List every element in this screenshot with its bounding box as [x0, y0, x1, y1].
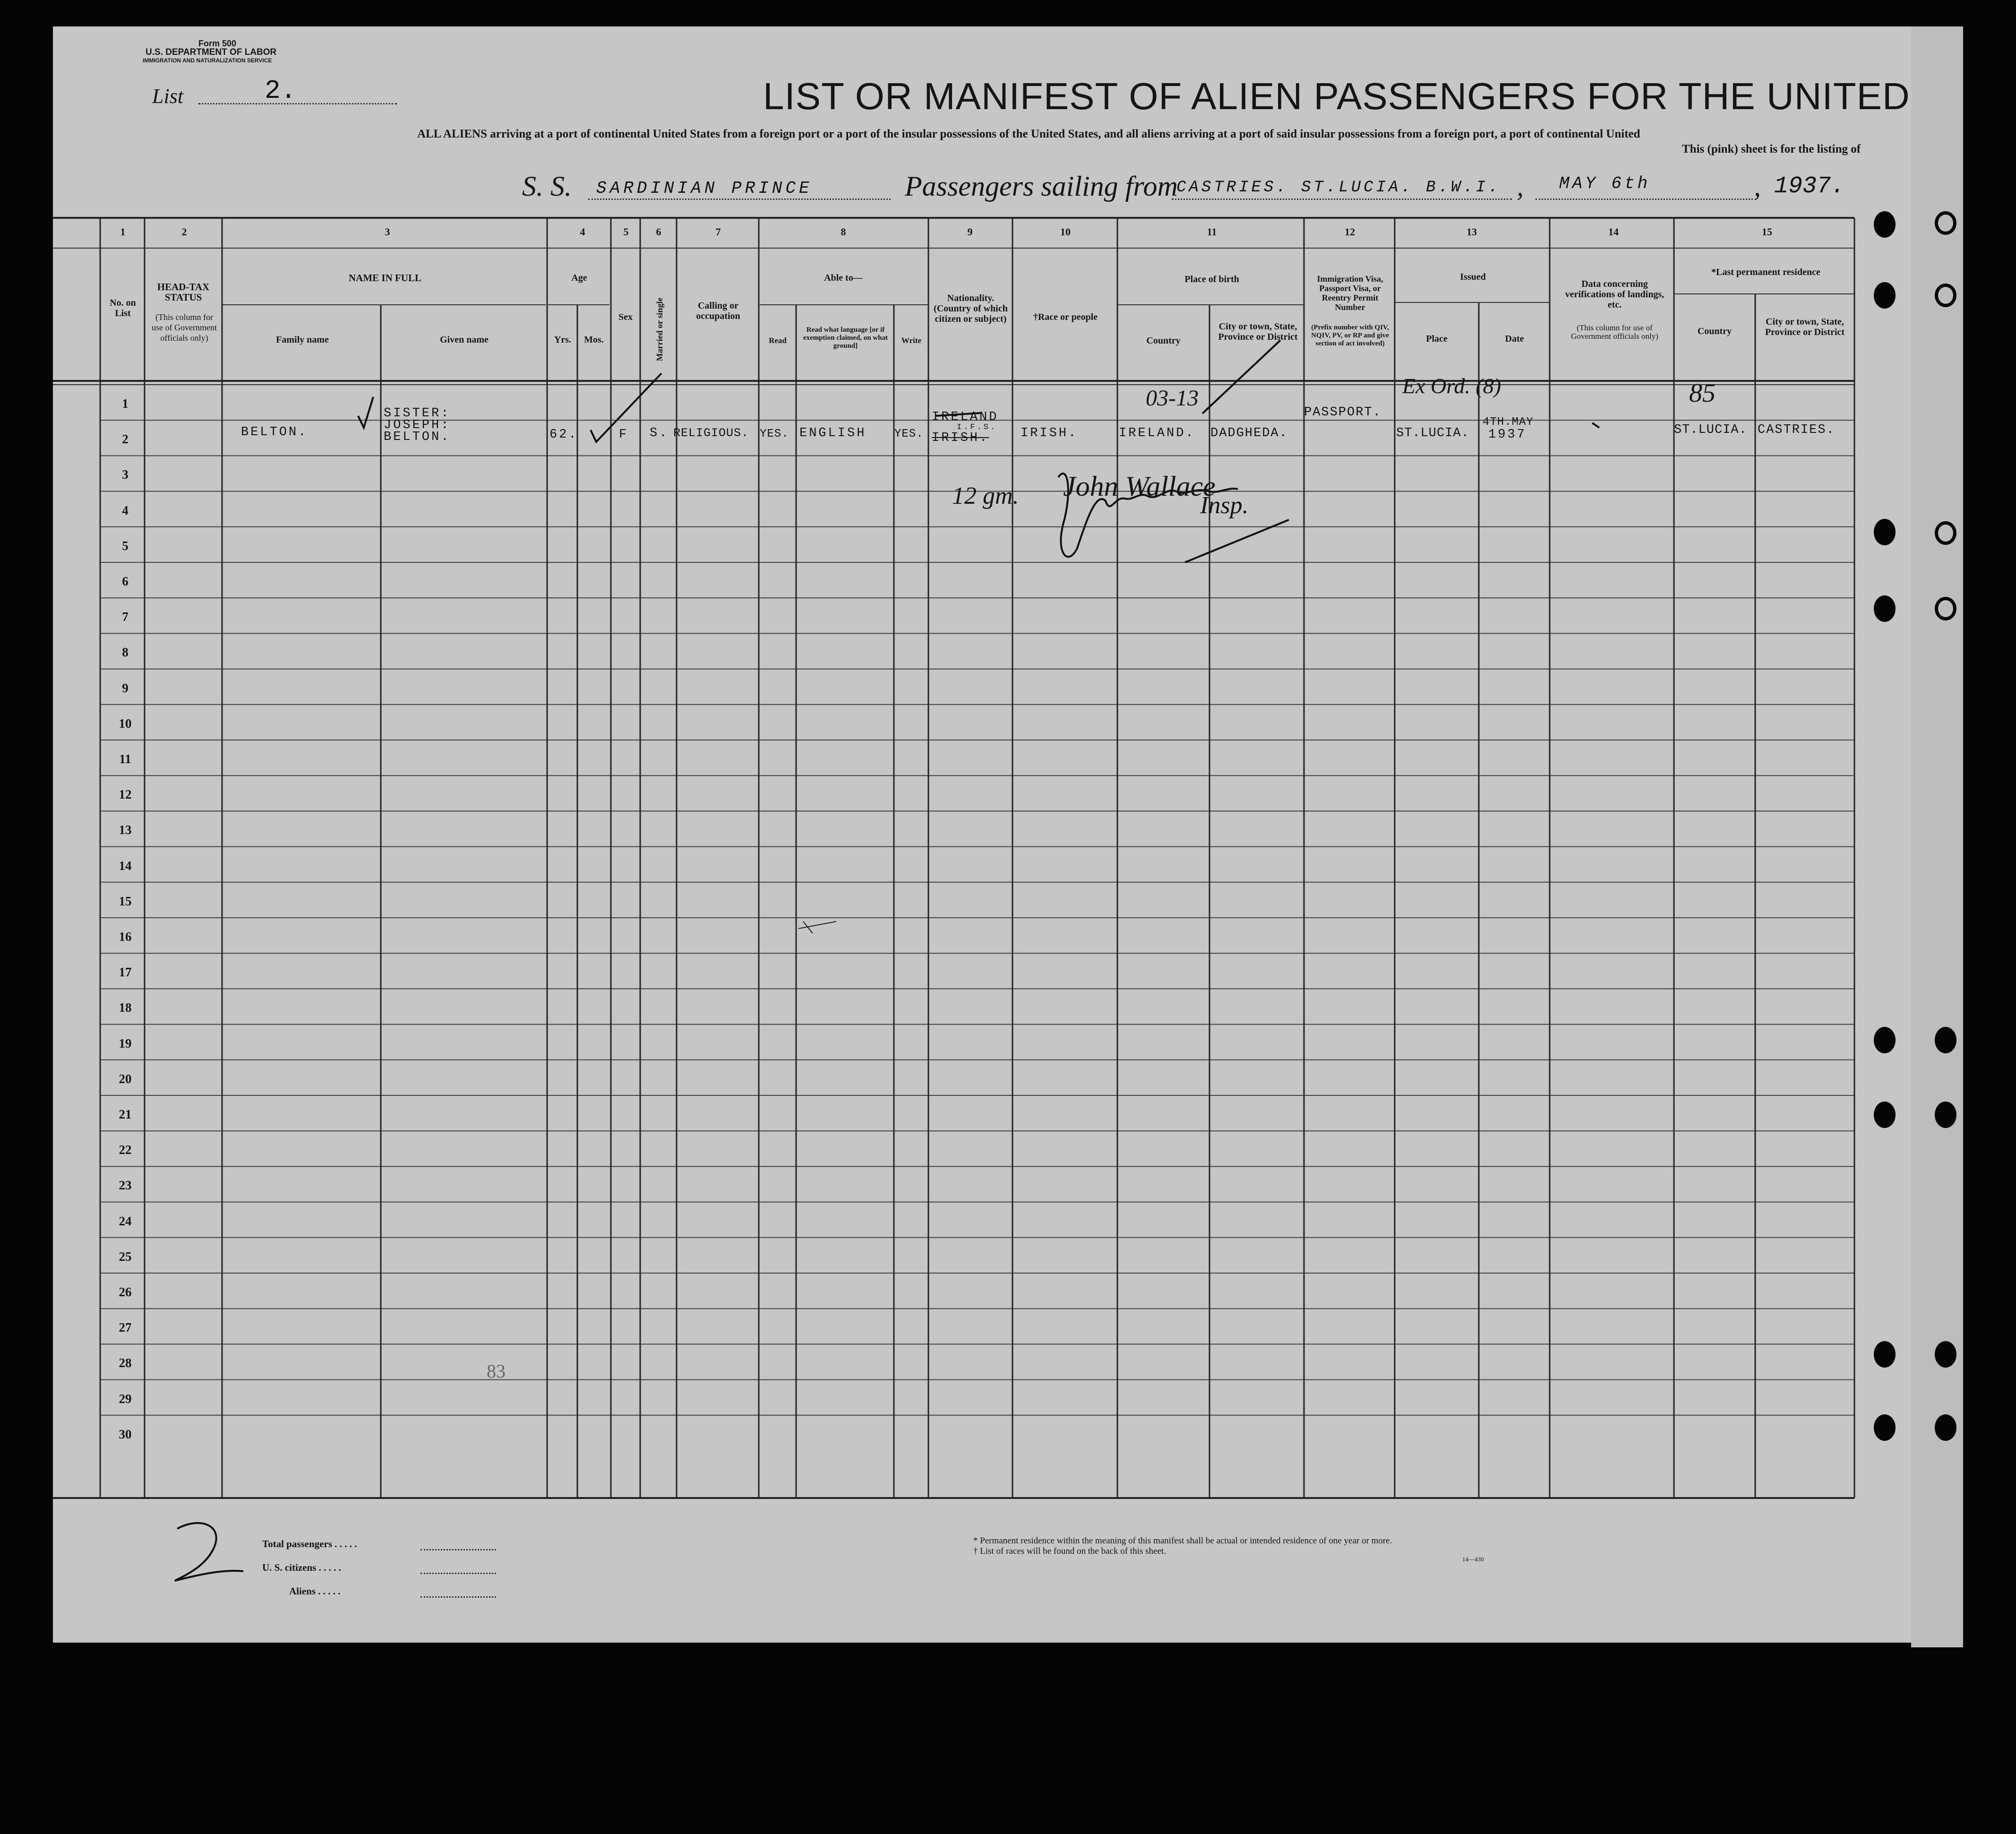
entry-language: ENGLISH — [799, 426, 866, 440]
row-number: 14 — [119, 858, 132, 873]
year-prefix: , — [1754, 171, 1761, 202]
footer-us-citizens: U. S. citizens . . . . . — [262, 1562, 341, 1573]
column-number: 14 — [1608, 226, 1619, 238]
row-number: 26 — [119, 1285, 132, 1299]
column-number: 5 — [623, 226, 629, 238]
row-number: 30 — [119, 1427, 132, 1441]
total-field — [420, 1549, 496, 1550]
header-res-city: City or town, State, Province or District — [1765, 317, 1845, 337]
row-number: 12 — [119, 787, 132, 802]
service: IMMIGRATION AND NATURALIZATION SERVICE — [143, 57, 272, 64]
column-number: 12 — [1345, 226, 1355, 238]
entry-res-city: CASTRIES. — [1758, 423, 1835, 437]
header-birth-city: City or town, State, Province or District — [1218, 321, 1298, 342]
header-issued-place: Place — [1426, 334, 1448, 344]
row-number: 27 — [119, 1320, 132, 1335]
header-visa-note: (Prefix number with QIV, NQIV, PV, or RP and give section of act involved) — [1311, 324, 1389, 347]
header-able-to: Able to— — [824, 273, 863, 283]
header-head-tax: HEAD-TAX STATUS — [157, 281, 210, 303]
footer-total-passengers: Total passengers . . . . . — [262, 1538, 357, 1550]
column-number: 7 — [715, 226, 721, 238]
footer-note-races: † List of races will be found on the back of this sheet. — [973, 1546, 1166, 1556]
column-number: 15 — [1762, 226, 1772, 238]
row-number: 11 — [119, 752, 131, 766]
header-visa: Immigration Visa, Passport Visa, or Reentry Permit Number — [1317, 274, 1383, 312]
sailing-date: MAY 6th — [1559, 174, 1651, 193]
row-number: 9 — [122, 680, 129, 695]
entry-nationality-2: I.F.S. — [957, 423, 997, 432]
entry-issued-date-2: 1937 — [1488, 428, 1527, 442]
row-number: 1 — [122, 396, 129, 411]
entry-given-name-2: JOSEPH: — [384, 418, 451, 432]
entry-write: YES. — [894, 428, 924, 440]
entry-res-country: ST.LUCIA. — [1674, 423, 1747, 437]
entry-visa: PASSPORT. — [1304, 405, 1381, 420]
column-number: 6 — [656, 226, 661, 238]
handwritten-note: 12 gm. — [952, 482, 1019, 509]
header-sex: Sex — [618, 312, 633, 322]
code-ex-ord: Ex Ord. (8) — [1402, 374, 1501, 398]
entry-birth-country: IRELAND. — [1119, 426, 1195, 440]
entry-nationality-3: IRISH. — [932, 431, 989, 445]
entry-nationality-1: IRELAND — [932, 410, 999, 424]
row-number: 4 — [122, 503, 129, 517]
sailing-year: 1937. — [1774, 173, 1845, 200]
inspector-title: Insp. — [1200, 492, 1249, 519]
header-issued: Issued — [1460, 272, 1486, 282]
list-label: List — [152, 85, 184, 108]
column-number: 8 — [841, 226, 846, 238]
row-number: 15 — [119, 894, 132, 908]
column-number: 4 — [580, 226, 585, 238]
ss-label: S. S. — [522, 171, 572, 202]
entry-family-name: BELTON. — [241, 425, 308, 439]
column-number: 3 — [385, 226, 390, 238]
column-number: 13 — [1467, 226, 1477, 238]
entry-married: S. — [650, 426, 669, 440]
row-number: 8 — [122, 645, 129, 660]
header-yrs: Yrs. — [554, 335, 572, 345]
departure-port: CASTRIES. ST.LUCIA. B.W.I. — [1176, 179, 1501, 197]
header-head-tax-note: (This column for use of Government officials only) — [152, 312, 217, 343]
sailing-label: Passengers sailing from — [905, 171, 1178, 202]
list-value: 2. — [265, 76, 297, 106]
entry-birth-city: DADGHEDA. — [1210, 426, 1288, 440]
comma: , — [1517, 171, 1524, 202]
manifest-subtitle: ALL ALIENS arriving at a port of continental United States from a foreign port or a port of the insular possessions of the United States, and all aliens arriving at a port of said insular possessions from a foreign port, a port of continental United — [417, 128, 1640, 140]
header-read-language: Read what language [or if exemption claimed, on what ground] — [803, 326, 888, 350]
entry-age-years: 62. — [549, 428, 578, 442]
column-number: 9 — [967, 226, 973, 238]
row-number: 21 — [119, 1107, 132, 1121]
entry-calling: RELIGIOUS. — [673, 426, 749, 440]
row-number: 24 — [119, 1214, 132, 1228]
entry-issued-date-1: 4TH.MAY — [1483, 416, 1534, 429]
ship-name: SARDINIAN PRINCE — [596, 179, 813, 198]
row-number: 28 — [119, 1356, 132, 1370]
header-mos: Mos. — [584, 335, 604, 345]
header-given-name: Given name — [440, 335, 489, 345]
form-code: 14—430 — [1462, 1556, 1484, 1563]
header-race: †Race or people — [1033, 312, 1098, 322]
row-number: 29 — [119, 1391, 132, 1406]
entry-read: YES. — [760, 428, 789, 440]
department: U.S. DEPARTMENT OF LABOR — [146, 47, 277, 57]
column-number: 11 — [1207, 226, 1217, 238]
row-number: 5 — [122, 538, 129, 553]
row-number: 20 — [119, 1071, 132, 1086]
header-no-on-list: No. on List — [110, 298, 136, 319]
header-family-name: Family name — [276, 335, 329, 345]
aliens-label: Aliens — [289, 1585, 316, 1597]
row-number: 16 — [119, 930, 132, 944]
entry-race: IRISH. — [1021, 426, 1078, 440]
header-issued-date: Date — [1505, 334, 1524, 344]
row-number: 19 — [119, 1036, 132, 1050]
row-number: 7 — [122, 610, 129, 624]
entry-given-name-1: SISTER: — [384, 406, 451, 421]
header-res-country: Country — [1697, 326, 1732, 336]
row-number: 18 — [119, 1000, 132, 1015]
code-85: 85 — [1689, 379, 1716, 408]
header-data-concerning: Data concerning verifications of landings, etc. — [1565, 279, 1664, 310]
row-number: 2 — [122, 432, 129, 447]
header-data-note: (This column for use of Government officials only) — [1571, 323, 1658, 341]
entry-issued-place: ST.LUCIA. — [1396, 426, 1469, 440]
row-number: 3 — [122, 467, 129, 482]
form-number: Form 500 — [198, 39, 237, 48]
entry-sex: F — [619, 428, 629, 442]
header-nationality: Nationality. (Country of which citizen or subject) — [934, 293, 1008, 324]
row-number: 10 — [119, 716, 132, 731]
manifest-title: LIST OR MANIFEST OF ALIEN PASSENGERS FOR THE UNITED — [763, 75, 1910, 117]
row-number: 23 — [119, 1178, 132, 1193]
header-birth-country: Country — [1146, 336, 1181, 346]
aliens-field — [420, 1596, 496, 1598]
footer-note-residence: * Permanent residence within the meaning of this manifest shall be actual or intended residence of one year or more. — [973, 1536, 1392, 1546]
column-number: 10 — [1060, 226, 1071, 238]
footer-aliens: Aliens . . . . . — [289, 1585, 341, 1597]
row-number: 13 — [119, 823, 132, 837]
header-last-residence: *Last permanent residence — [1711, 267, 1820, 277]
inspector-signature: John Wallace — [1063, 471, 1216, 502]
header-name-in-full: NAME IN FULL — [348, 272, 421, 284]
manifest-subtitle-2: This (pink) sheet is for the listing of — [1682, 143, 1861, 155]
header-married: Married or single — [655, 297, 664, 362]
page-stamp: 83 — [487, 1360, 506, 1382]
row-number: 17 — [119, 965, 132, 980]
row-number: 6 — [122, 574, 129, 588]
header-age: Age — [571, 273, 587, 283]
column-number: 2 — [181, 226, 187, 238]
citizens-field — [420, 1573, 496, 1574]
header-calling: Calling or occupation — [696, 301, 740, 321]
entry-given-name-3: BELTON. — [384, 430, 451, 444]
row-number: 25 — [119, 1249, 132, 1264]
code-03-13: 03-13 — [1146, 386, 1199, 411]
total-label: Total passengers — [262, 1538, 332, 1550]
row-number: 22 — [119, 1143, 132, 1157]
header-write: Write — [901, 336, 922, 345]
column-number: 1 — [120, 226, 126, 238]
header-read: Read — [769, 336, 787, 345]
header-place-of-birth: Place of birth — [1184, 274, 1239, 284]
citizens-label: U. S. citizens — [262, 1562, 317, 1573]
